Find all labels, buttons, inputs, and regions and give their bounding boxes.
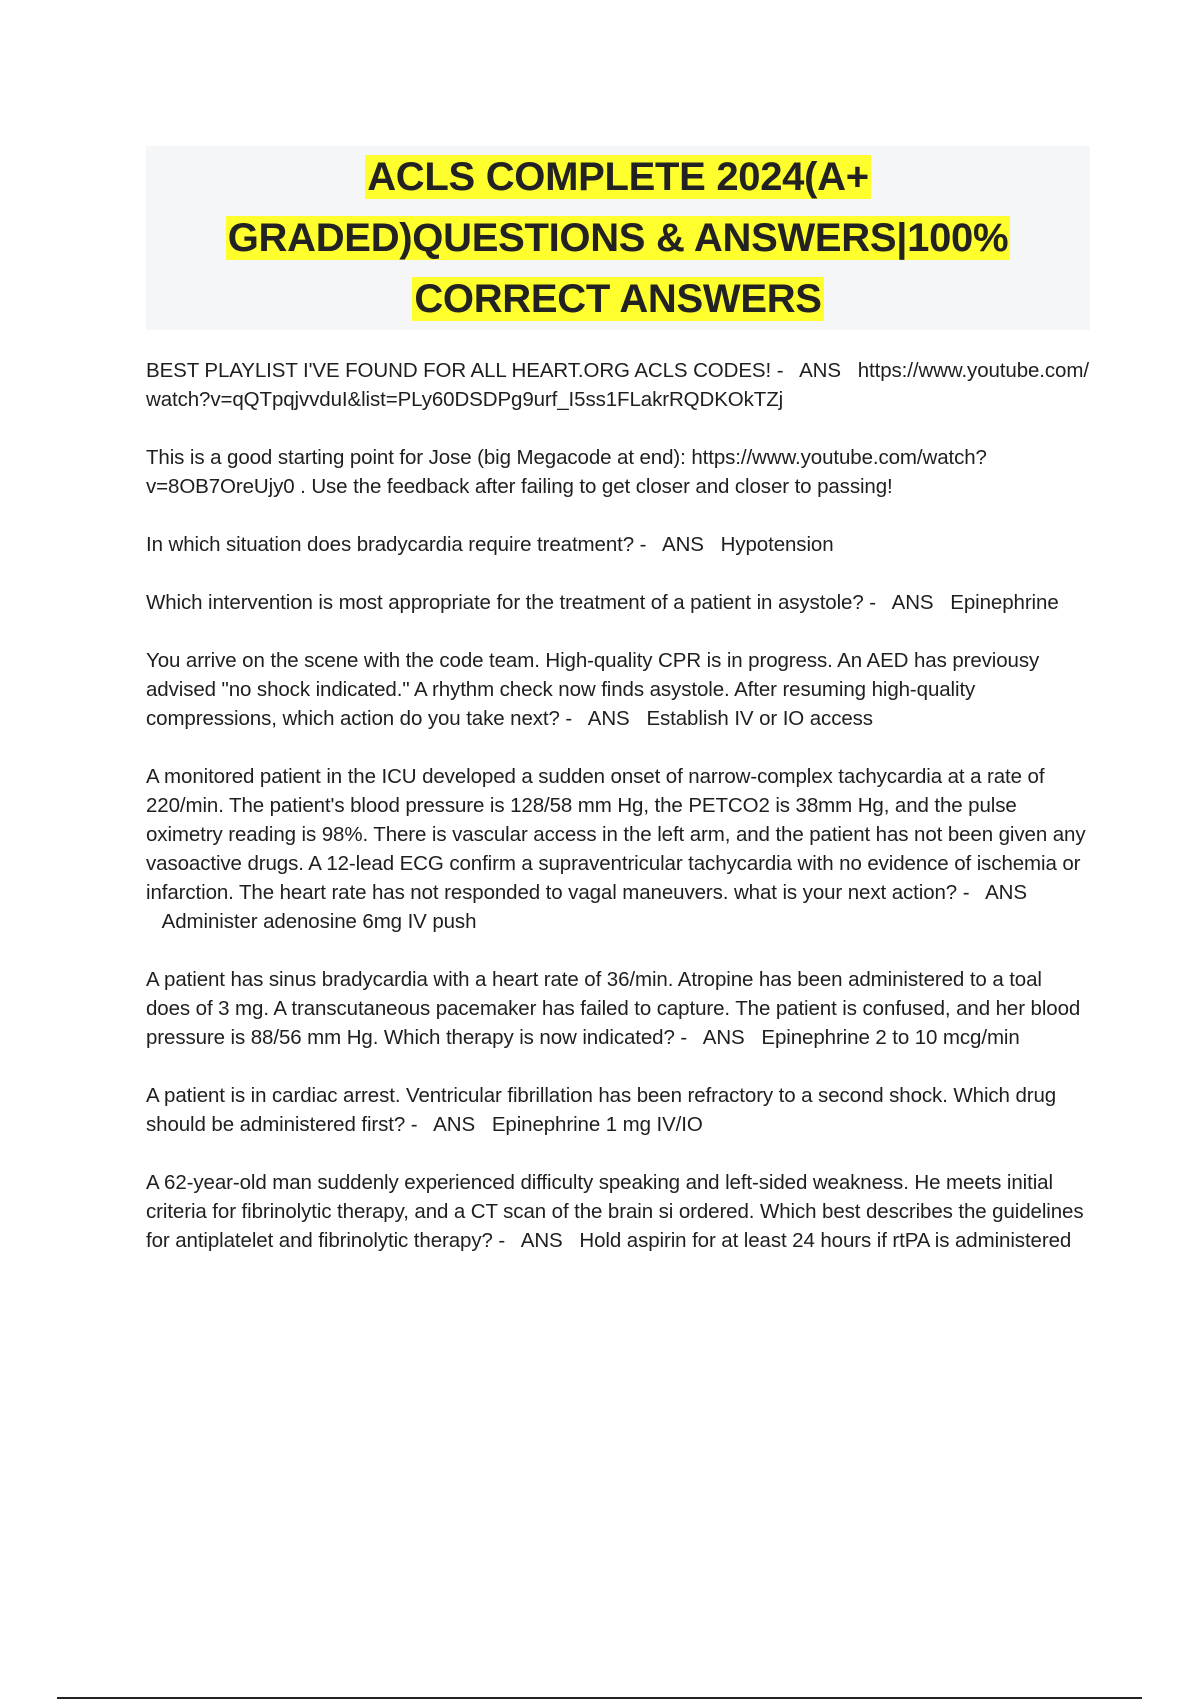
question-text: A 62-year-old man suddenly experienced difficulty speaking and left-sided weakness. He meets initial criteria for fibrinolytic therapy, and a CT scan of the brain si ordered. Which best describes the guidelines for antiplatelet and fibrinolytic therapy? - <box>146 1171 1084 1252</box>
answer-text: Epinephrine 2 to 10 mcg/min <box>761 1026 1020 1049</box>
page-bottom-divider <box>57 1697 1142 1699</box>
qa-paragraph <box>146 356 1090 414</box>
qa-entry <box>146 530 1090 559</box>
qa-paragraph <box>146 762 1090 936</box>
answer-marker: ANS <box>662 533 704 556</box>
qa-entry <box>146 965 1090 1052</box>
question-text: In which situation does bradycardia require treatment? - <box>146 533 647 556</box>
answer-text: Administer adenosine 6mg IV push <box>161 910 477 933</box>
qa-entry <box>146 1081 1090 1139</box>
qa-paragraph <box>146 646 1090 733</box>
title-line: GRADED)QUESTIONS & ANSWERS|100% <box>227 215 1009 260</box>
qa-paragraph <box>146 1168 1090 1255</box>
question-text: BEST PLAYLIST I'VE FOUND FOR ALL HEART.ORG ACLS CODES! - <box>146 359 784 382</box>
qa-paragraph <box>146 530 1090 559</box>
answer-marker: ANS <box>985 881 1027 904</box>
qa-entry <box>146 1168 1090 1255</box>
note-text: This is a good starting point for Jose (big Megacode at end): https://www.youtube.com/watch?v=8OB7OreUjy0 . Use the feedback after failing to get closer and closer to passing! <box>146 446 987 498</box>
title-line: ACLS COMPLETE 2024(A+ <box>367 154 869 199</box>
qa-entry <box>146 588 1090 617</box>
answer-text: Epinephrine 1 mg IV/IO <box>491 1113 703 1136</box>
document-title <box>146 146 1090 330</box>
question-text: A monitored patient in the ICU developed a sudden onset of narrow-complex tachycardia at a rate of 220/min. The patient's blood pressure is 128/58 mm Hg, the PETCO2 is 38mm Hg, and the pulse oximetry reading is 98%. There is vascular access in the left arm, and the patient has not been given any vasoactive drugs. A 12-lead ECG confirm a supraventricular tachycardia with no evidence of ischemia or infarction. The heart rate has not responded to vagal maneuvers. what is your next action? - <box>146 765 1086 904</box>
question-text: A patient has sinus bradycardia with a heart rate of 36/min. Atropine has been administered to a toal does of 3 mg. A transcutaneous pacemaker has failed to capture. The patient is confused, and her blood pressure is 88/56 mm Hg. Which therapy is now indicated? - <box>146 968 1081 1049</box>
answer-text: Hypotension <box>720 533 834 556</box>
qa-paragraph <box>146 1081 1090 1139</box>
note-entry <box>146 443 1090 501</box>
qa-entry <box>146 762 1090 936</box>
answer-text: Hold aspirin for at least 24 hours if rtPA is administered <box>579 1229 1072 1252</box>
answer-marker: ANS <box>891 591 934 614</box>
answer-marker: ANS <box>433 1113 476 1136</box>
answer-text: Epinephrine <box>950 591 1059 614</box>
qa-paragraph <box>146 965 1090 1052</box>
answer-text: https://www.youtube.com/watch?v=qQTpqjvvduI&list=PLy60DSDPg9urf_I5ss1FLakrRQDKOkTZj <box>146 359 1089 411</box>
qa-entry <box>146 356 1090 414</box>
qa-entry <box>146 646 1090 733</box>
question-text: A patient is in cardiac arrest. Ventricular fibrillation has been refractory to a second shock. Which drug should be administered first? - <box>146 1084 1057 1136</box>
answer-text: Establish IV or IO access <box>646 707 873 730</box>
question-text: You arrive on the scene with the code team. High-quality CPR is in progress. An AED has previousy advised "no shock indicated." A rhythm check now finds asystole. After resuming high-quality compressions, which action do you take next? - <box>146 649 1040 730</box>
answer-marker: ANS <box>702 1026 745 1049</box>
qa-paragraph <box>146 588 1090 617</box>
answer-marker: ANS <box>520 1229 563 1252</box>
answer-marker: ANS <box>587 707 630 730</box>
question-text: Which intervention is most appropriate for the treatment of a patient in asystole? - <box>146 591 876 614</box>
title-line: CORRECT ANSWERS <box>414 276 822 321</box>
answer-marker: ANS <box>799 359 841 382</box>
qa-list <box>146 356 1090 1284</box>
